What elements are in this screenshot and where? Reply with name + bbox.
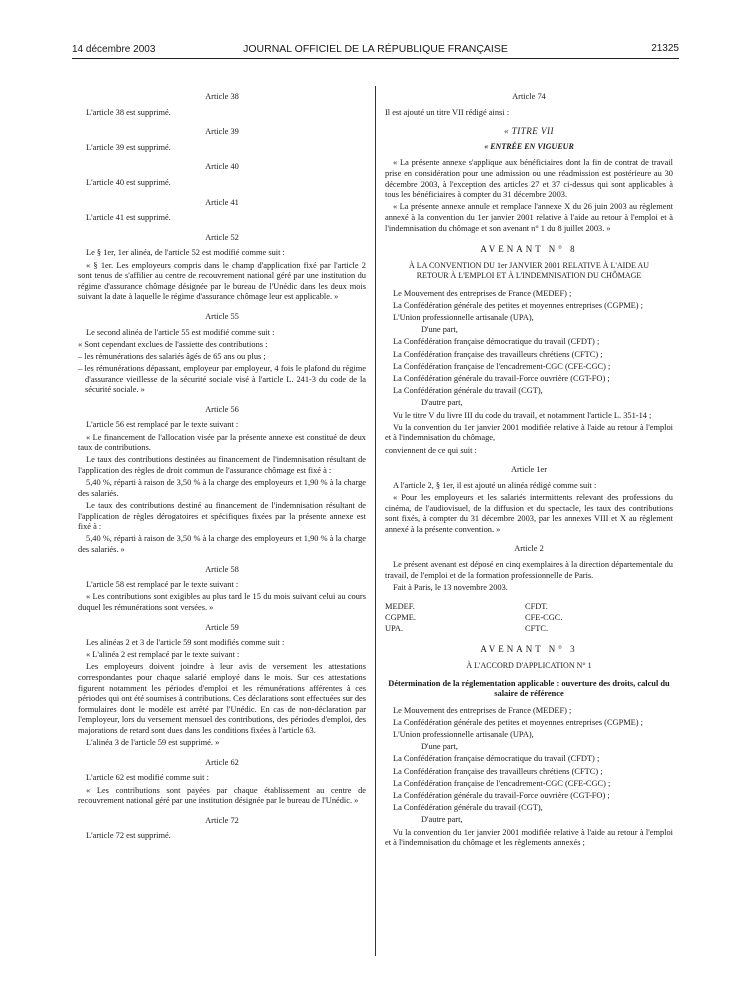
- journal-title: JOURNAL OFFICIEL DE LA RÉPUBLIQUE FRANÇAISE: [243, 43, 508, 55]
- article-text: 5,40 %, réparti à raison de 3,50 % à la charge des employeurs et 1,90 % à la charge des salariés.: [78, 478, 366, 498]
- party-line: La Confédération française démocratique du travail (CFDT) ;: [393, 337, 600, 347]
- article-heading: Article 55: [205, 311, 239, 321]
- article-heading: Article 62: [205, 757, 239, 767]
- article-text: L'article 38 est supprimé.: [86, 107, 171, 117]
- party-line: La Confédération générale des petites et moyennes entreprises (CGPME) ;: [393, 300, 644, 310]
- article-text: « § 1er. Les employeurs compris dans le champ d'application fixé par l'article 2 sont tenus de s'affilier au centre de recouvrement national géré par une institution du régime d'assurance chômage désignée par le bureau de l'Unédic dans les deux mois suivant la date à laquelle le régime d'assurance chômage leur est applicable. »: [78, 260, 366, 302]
- article-heading: Article 58: [205, 564, 239, 574]
- party-line: D'une part,: [421, 742, 458, 752]
- party-line: D'autre part,: [421, 398, 463, 408]
- article-heading: Article 38: [205, 92, 239, 101]
- party-line: Le Mouvement des entreprises de France (MEDEF) ;: [393, 705, 572, 715]
- signatures-left: [385, 601, 525, 634]
- section-title: Détermination de la réglementation applicable : ouverture des droits, calcul du salaire de référence: [388, 678, 670, 699]
- party-line: La Confédération française des travailleurs chrétiens (CFTC) ;: [393, 349, 603, 359]
- signatory: CGPME.: [385, 613, 416, 623]
- party-line: D'autre part,: [421, 815, 463, 825]
- article-heading: Article 39: [205, 127, 239, 137]
- title-heading: « TITRE VII: [504, 126, 554, 137]
- article-text: Vu le titre V du livre III du code du travail, et notamment l'article L. 351-14 ;: [393, 410, 652, 420]
- article-text: L'article 62 est modifié comme suit :: [86, 773, 209, 783]
- avenant-heading: AVENANT N° 3: [480, 644, 578, 655]
- article-text: Vu la convention du 1er janvier 2001 modifiée relative à l'aide au retour à l'emploi et à l'indemnisation du chômage,: [385, 422, 673, 443]
- article-text: Les employeurs doivent joindre à leur avis de versement les attestations correspondantes pour chaque salarié employé dans le mois. Sur ces attestations figurent notamment les périodes d'emploi et les rémunérations afférentes à ces périodes qui ont été soumises à contributions. Ces déclarations sont effectuées sur des formulaires dont le modèle est arrêté par l'Unédic. En cas de non-déclaration par l'employeur, lors du versement mensuel des contributions, des périodes d'emploi, des majorations de retard sont dues dans les conditions fixées à l'article 63.: [78, 662, 366, 736]
- signatory: CFE-CGC.: [525, 613, 563, 623]
- avenant-subtitle: À LA CONVENTION DU 1er JANVIER 2001 RELATIVE À L'AIDE AU RETOUR À L'EMPLOI ET À L'INDEMNISATION DU CHÔMAGE: [408, 260, 650, 280]
- party-line: L'Union professionnelle artisanale (UPA),: [393, 313, 534, 323]
- article-text: A l'article 2, § 1er, il est ajouté un alinéa rédigé comme suit :: [393, 480, 597, 490]
- party-line: L'Union professionnelle artisanale (UPA),: [393, 730, 534, 740]
- article-heading: Article 72: [205, 815, 239, 825]
- article-text: Le taux des contributions destinées au financement de l'indemnisation résultant de l'application des règles de droit commun de l'assurance chômage est fixé à :: [78, 455, 366, 475]
- article-text: « La présente annexe annule et remplace l'annexe X du 26 juin 2003 au règlement annexé à la convention du 1er janvier 2001 relative à l'aide au retour à l'emploi et à l'indemnisation du chômage et son avenant n° 1 du 8 juillet 2003. »: [385, 202, 673, 233]
- article-text: L'article 72 est supprimé.: [86, 831, 171, 841]
- avenant-heading: AVENANT N° 8: [480, 244, 578, 255]
- left-column: [78, 92, 366, 844]
- article-heading: Article 52: [205, 232, 239, 242]
- header-rule: [72, 58, 679, 59]
- issue-date: 14 décembre 2003: [72, 44, 156, 55]
- article-text: L'article 40 est supprimé.: [86, 177, 171, 187]
- signatory: CFDT.: [525, 602, 548, 612]
- party-line: La Confédération française de l'encadrement-CGC (CFE-CGC) ;: [393, 361, 611, 371]
- article-heading: Article 56: [205, 404, 239, 414]
- article-text: « L'alinéa 2 est remplacé par le texte suivant :: [86, 650, 240, 660]
- article-heading: Article 40: [205, 162, 239, 172]
- article-text: « Les contributions sont payées par chaque établissement au centre de recouvrement national géré par une institution désignée par le bureau de l'Unédic. »: [78, 785, 366, 806]
- party-line: La Confédération générale du travail-Force ouvrière (CGT-FO) ;: [393, 374, 610, 384]
- article-heading: Article 2: [514, 544, 544, 554]
- article-text: Les alinéas 2 et 3 de l'article 59 sont modifiés comme suit :: [86, 638, 285, 648]
- article-heading: Article 1er: [510, 465, 548, 475]
- article-heading: Article 59: [205, 622, 239, 632]
- article-text: Le présent avenant est déposé en cinq exemplaires à la direction départementale du travail, de l'emploi et de la formation professionnelle de Paris.: [385, 559, 673, 580]
- signatory: MEDEF.: [385, 602, 415, 612]
- party-line: Le Mouvement des entreprises de France (MEDEF) ;: [393, 288, 572, 298]
- party-line: La Confédération générale du travail (CGT),: [393, 386, 543, 396]
- party-line: La Confédération générale du travail (CGT),: [393, 803, 543, 813]
- subtitle-heading: « ENTRÉE EN VIGUEUR: [484, 141, 574, 151]
- avenant-subtitle: À L'ACCORD D'APPLICATION N° 1: [466, 660, 592, 670]
- party-line: La Confédération générale du travail-Force ouvrière (CGT-FO) ;: [393, 791, 610, 800]
- article-text: Le taux des contributions destiné au financement de l'indemnisation résultant de l'application de règles dérogatoires et spécifiques fixées par la présente annexe est fixé à :: [78, 500, 366, 532]
- page-header: [72, 42, 679, 58]
- article-text: L'alinéa 3 de l'article 59 est supprimé. »: [86, 738, 220, 748]
- article-text: « Les contributions sont exigibles au plus tard le 15 du mois suivant celui au cours duquel les rémunérations sont versées. »: [78, 592, 366, 612]
- party-line: D'une part,: [421, 325, 458, 335]
- article-text: Il est ajouté un titre VII rédigé ainsi :: [385, 107, 510, 117]
- article-text: « Le financement de l'allocation visée par la présente annexe est constitué de deux taux de contributions.: [78, 432, 366, 453]
- article-text: L'article 41 est supprimé.: [86, 213, 171, 223]
- party-line: La Confédération générale des petites et moyennes entreprises (CGPME) ;: [393, 717, 644, 727]
- party-line: La Confédération française démocratique du travail (CFDT) ;: [393, 754, 600, 764]
- article-text: « Sont cependant exclues de l'assiette des contributions :: [78, 339, 268, 349]
- article-text: L'article 56 est remplacé par le texte suivant :: [86, 420, 239, 430]
- column-divider: [375, 86, 376, 956]
- article-text: conviennent de ce qui suit :: [385, 445, 477, 455]
- article-heading: Article 74: [512, 92, 546, 101]
- signatory: UPA.: [385, 624, 404, 634]
- article-text: Le second alinéa de l'article 55 est modifié comme suit :: [86, 327, 275, 337]
- article-text: « Pour les employeurs et les salariés intermittents relevant des professions du cinéma, de l'audiovisuel, de la diffusion et du spectacle, les taux des contributions sont fixés, à compter du 31 décembre 2003, par les annexes VIII et X au règlement annexé à la présente convention. »: [385, 492, 673, 534]
- article-text: L'article 58 est remplacé par le texte suivant :: [86, 580, 239, 590]
- article-text: Le § 1er, 1er alinéa, de l'article 52 est modifié comme suit :: [86, 248, 285, 258]
- signature-date: Fait à Paris, le 13 novembre 2003.: [393, 582, 508, 592]
- list-item: – les rémunérations des salariés âgés de 65 ans ou plus ;: [78, 351, 266, 361]
- signatures-right: [525, 601, 665, 634]
- right-column: [385, 92, 673, 850]
- article-heading: Article 41: [205, 197, 239, 207]
- article-text: Vu la convention du 1er janvier 2001 modifiée relative à l'aide au retour à l'emploi et à l'indemnisation du chômage et les règlements annexés ;: [385, 827, 673, 848]
- page-number: 21325: [651, 43, 679, 54]
- signatory: CFTC.: [525, 624, 549, 634]
- signatures: [385, 601, 673, 634]
- party-line: La Confédération française des travailleurs chrétiens (CFTC) ;: [393, 766, 603, 776]
- article-text: L'article 39 est supprimé.: [86, 142, 171, 152]
- article-text: 5,40 %, réparti à raison de 3,50 % à la charge des employeurs et 1,90 % à la charge des salariés. »: [78, 534, 366, 554]
- list-item: – les rémunérations dépassant, employeur par employeur, 4 fois le plafond du régime d'assurance vieillesse de la sécurité sociale visé à l'article L. 241-3 du code de la sécurité sociale. »: [78, 364, 366, 395]
- article-text: « La présente annexe s'applique aux bénéficiaires dont la fin de contrat de travail prise en considération pour une admission ou une réadmission est postérieure au 30 décembre 2003, à l'exception des articles 27 et 37 ci-dessus qui sont applicables à tous les bénéficiaires à compter du 31 décembre 2003.: [385, 158, 673, 200]
- party-line: La Confédération française de l'encadrement-CGC (CFE-CGC) ;: [393, 778, 611, 788]
